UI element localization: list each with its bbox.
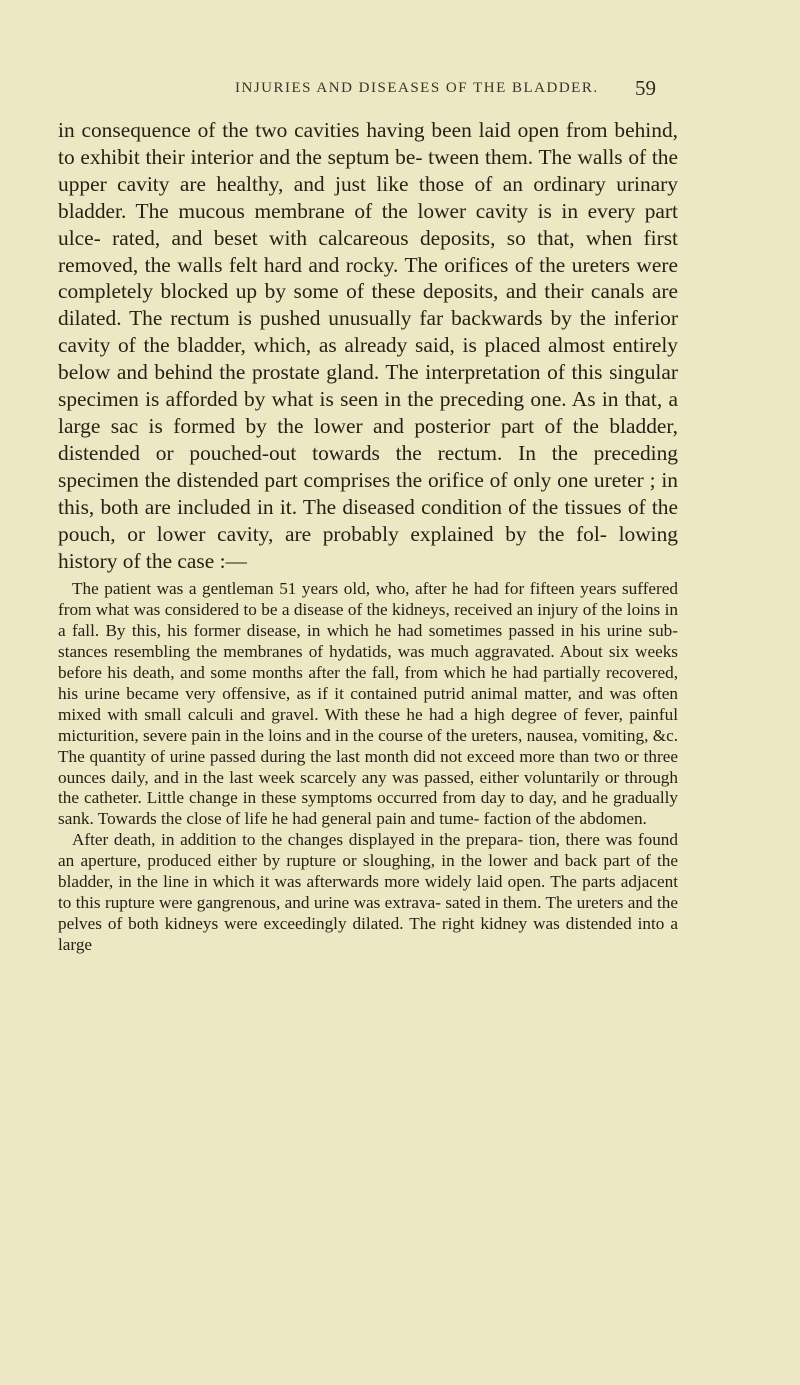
running-title: INJURIES AND DISEASES OF THE BLADDER. [235,80,599,96]
main-paragraph: in consequence of the two cavities having been laid open from behind, to exhibit their interior and the septum be- tween them. The walls of the upper cavity are healthy, and just like those of an ordinary urinary bladder. The mucous membrane of the lower cavity is in every part ulce- rated, and beset with calcareous deposits, so that, when first removed, the walls felt hard and rocky. The orifices of the ureters were completely blocked up by some of these deposits, and their canals are dilated. The rectum is pushed unusually far backwards by the inferior cavity of the bladder, which, as already said, is placed almost entirely below and behind the prostate gland. The interpretation of this singular specimen is afforded by what is seen in the preceding one. As in that, a large sac is formed by the lower and posterior part of the bladder, distended or pouched-out towards the rectum. In the preceding specimen the distended part comprises the orifice of only one ureter ; in this, both are included in it. The diseased condition of the tissues of the pouch, or lower cavity, are probably explained by the fol- lowing history of the case :— [58,118,678,573]
page-number: 59 [635,76,656,100]
case-history-paragraph: The patient was a gentleman 51 years old, who, after he had for fifteen years suffered from what was considered to be a disease of the kidneys, received an injury of the loins in a fall. By this, his former disease, in which he had sometimes passed in his urine sub- stances resembling the membranes of hydatids, was much aggravated. About six weeks before his death, and some months after the fall, from which he had partially recovered, his urine became very offensive, as if it contained putrid animal matter, and was often mixed with small calculi and gravel. With these he had a high degree of fever, painful micturition, severe pain in the loins and in the course of the ureters, nausea, vomiting, &c. The quantity of urine passed during the last month did not exceed more than two or three ounces daily, and in the last week scarcely any was passed, either voluntarily or through the catheter. Little change in these symptoms occurred from day to day, and he gradually sank. Towards the close of life he had general pain and tume- faction of the abdomen. [58,579,678,829]
post-mortem-paragraph: After death, in addition to the changes displayed in the prepara- tion, there was found an aperture, produced either by rupture or sloughing, in the lower and back part of the bladder, in the line in which it was afterwards more widely laid open. The parts adjacent to this rupture were gangrenous, and urine was extrava- sated in them. The ureters and the pelves of both kidneys were exceedingly dilated. The right kidney was distended into a large [58,830,678,954]
body-text [58,117,678,956]
